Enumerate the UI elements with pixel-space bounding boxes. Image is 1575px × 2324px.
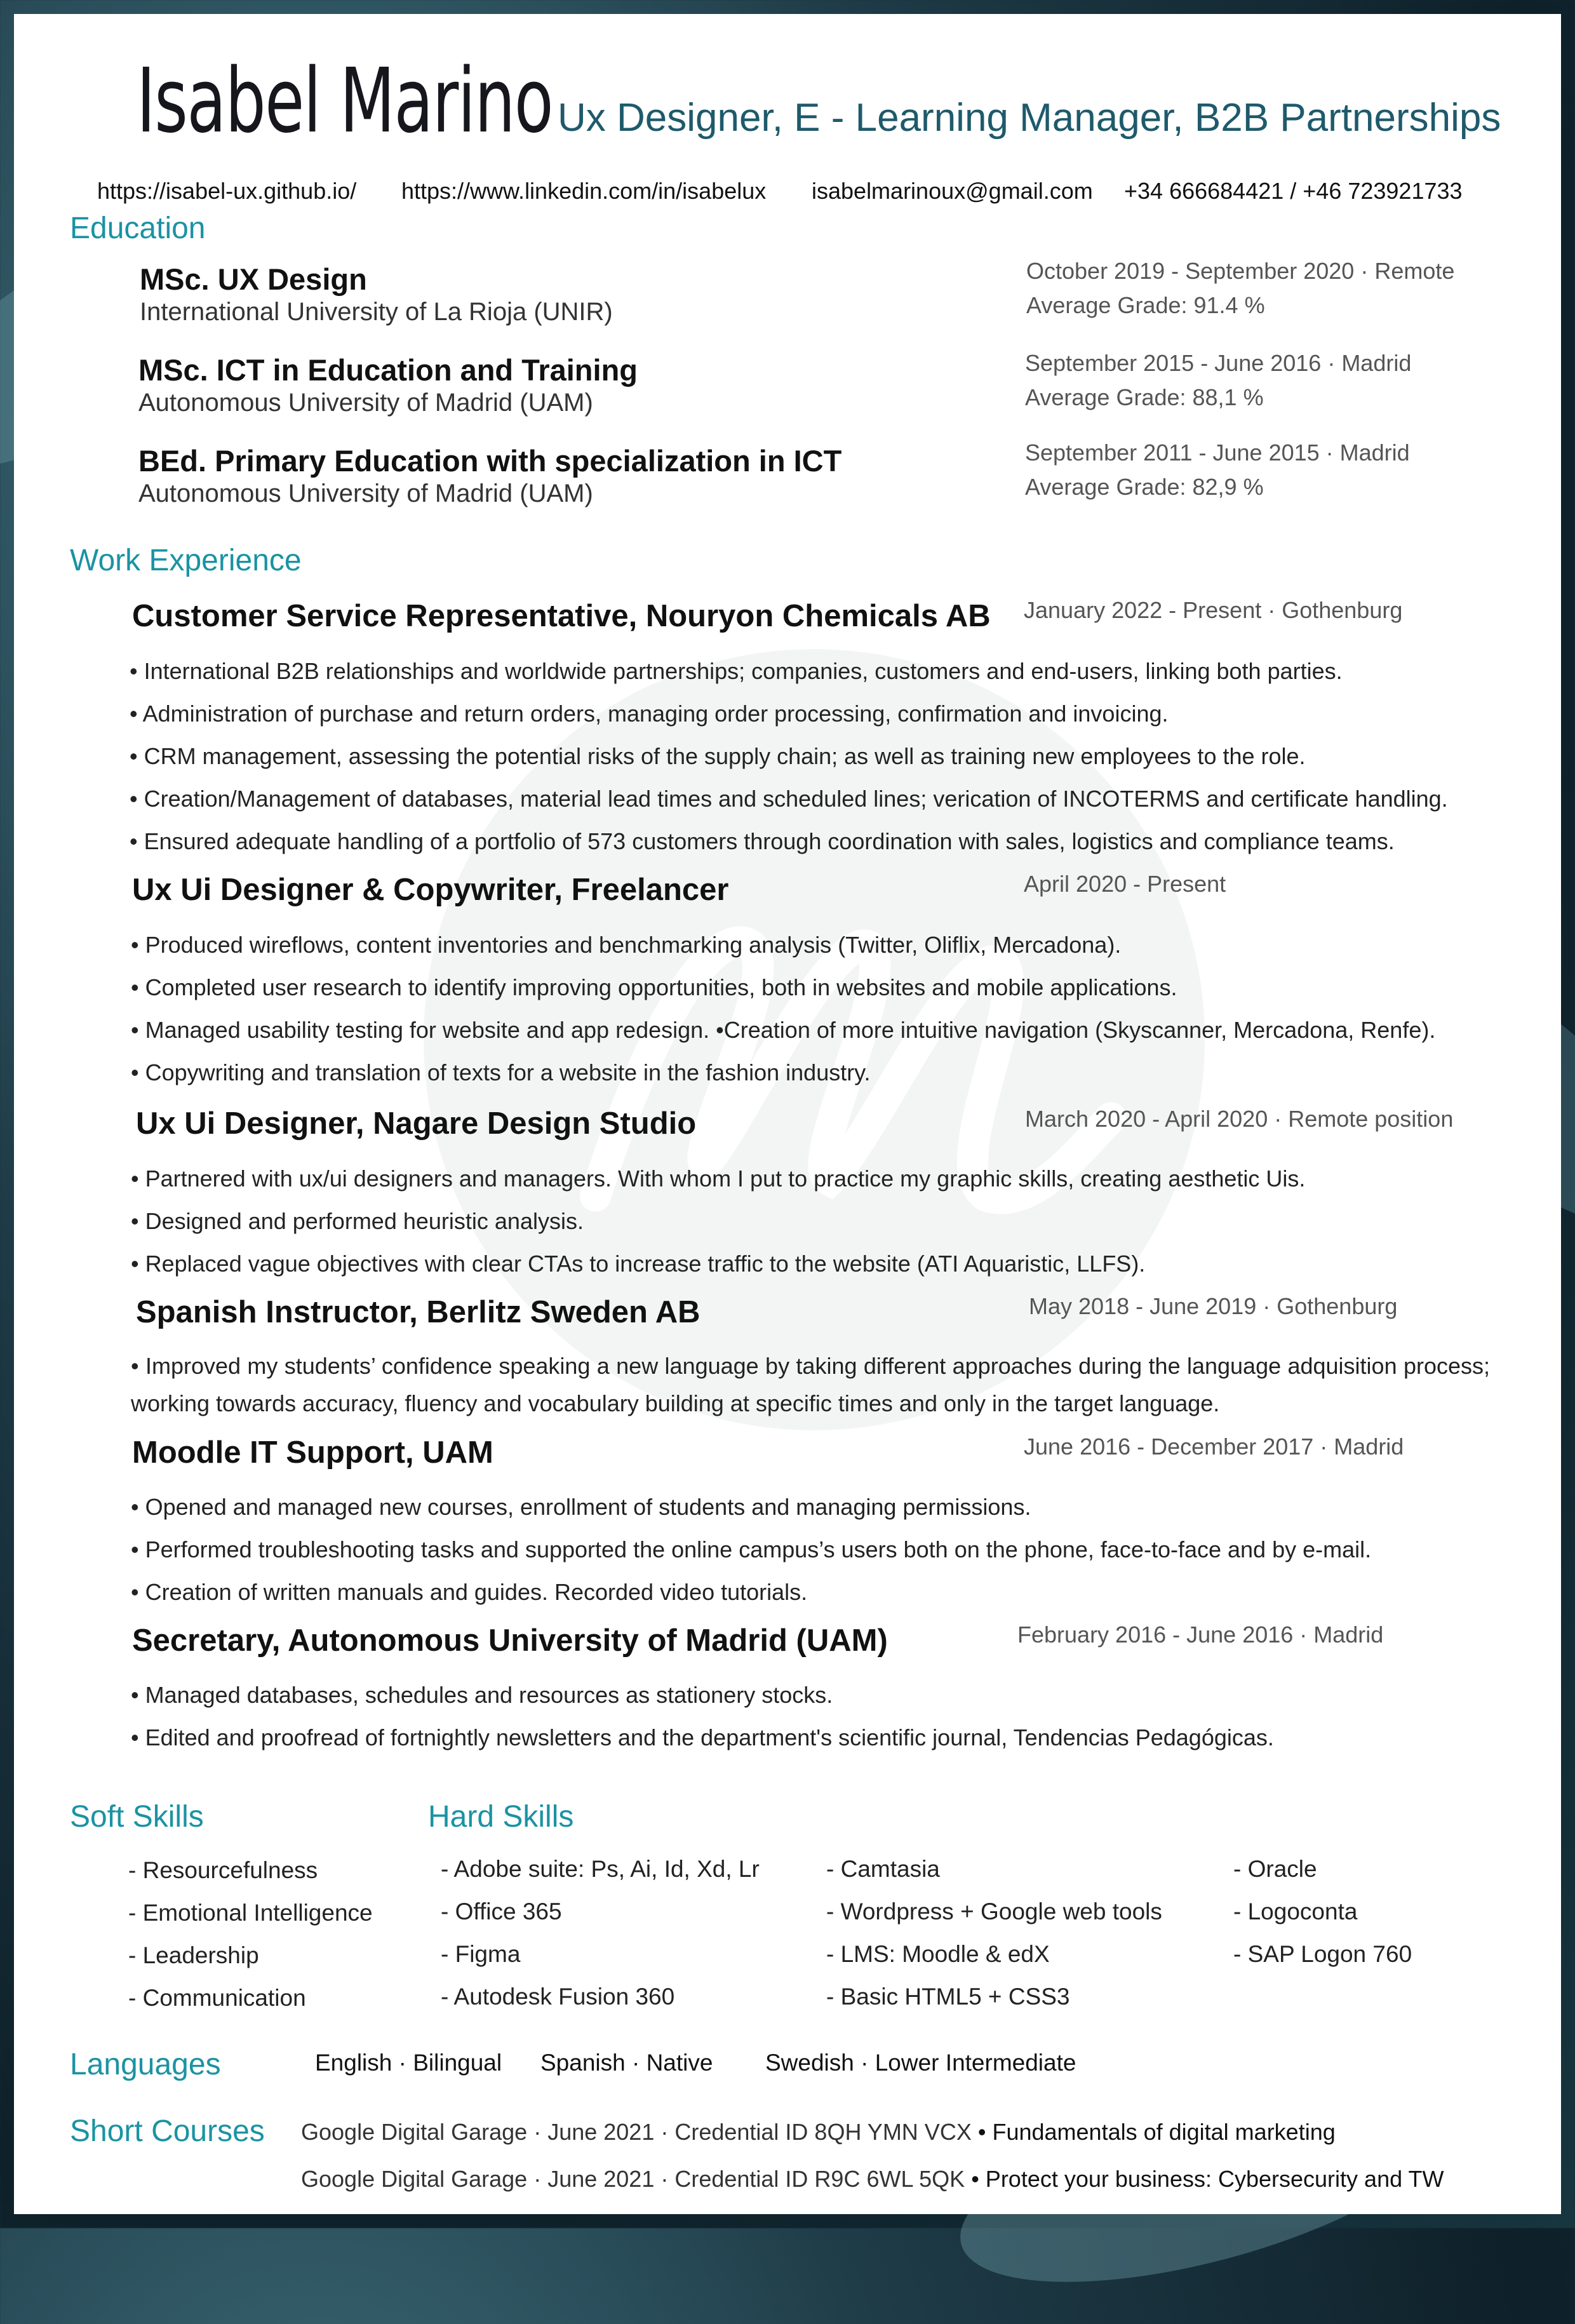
- job-bullet: • Creation/Management of databases, material lead times and scheduled lines; verication of INCOTERMS and certificate handling.: [130, 786, 1448, 812]
- job-title: Ux Ui Designer, Nagare Design Studio: [136, 1106, 697, 1141]
- job-dates: May 2018 - June 2019 · Gothenburg: [1029, 1293, 1398, 1319]
- hard-skill: - Logoconta: [1233, 1898, 1358, 1924]
- hard-skill: - Figma: [441, 1941, 521, 1967]
- job-bullet: • Edited and proofread of fortnightly newsletters and the department's scientific journal, Tendencias Pedagógicas.: [131, 1724, 1274, 1750]
- language-item: Swedish · Lower Intermediate: [765, 2050, 1076, 2076]
- degree-school: Autonomous University of Madrid (UAM): [138, 480, 593, 507]
- degree-dates: October 2019 - September 2020 · Remote: [1026, 258, 1455, 284]
- work-heading: Work Experience: [70, 544, 302, 577]
- job-bullet: • Managed databases, schedules and resources as stationery stocks.: [131, 1682, 833, 1708]
- job-bullet: • Performed troubleshooting tasks and supported the online campus’s users both on the phone, face-to-face and by e-mail.: [131, 1536, 1372, 1562]
- job-dates: April 2020 - Present: [1024, 871, 1226, 897]
- degree-title: BEd. Primary Education with specialization in ICT: [138, 444, 842, 478]
- email-link[interactable]: isabelmarinoux@gmail.com: [812, 178, 1093, 204]
- hard-skill: - Basic HTML5 + CSS3: [826, 1984, 1070, 2010]
- hard-skill: - Camtasia: [826, 1856, 940, 1882]
- job-title: Moodle IT Support, UAM: [132, 1435, 493, 1470]
- hard-skill: - SAP Logon 760: [1233, 1941, 1412, 1967]
- portfolio-link[interactable]: https://isabel-ux.github.io/: [97, 178, 357, 204]
- education-heading: Education: [70, 212, 206, 245]
- job-dates: March 2020 - April 2020 · Remote position: [1025, 1106, 1454, 1132]
- course-title: • Fundamentals of digital marketing: [977, 2119, 1336, 2145]
- job-dates: January 2022 - Present · Gothenburg: [1024, 597, 1403, 623]
- degree-school: International University of La Rioja (UNIR): [140, 298, 613, 326]
- hard-skill: - LMS: Moodle & edX: [826, 1941, 1050, 1967]
- soft-skill: - Communication: [128, 1985, 306, 2011]
- degree-grade: Average Grade: 88,1 %: [1025, 384, 1264, 410]
- job-bullet: • Designed and performed heuristic analysis.: [131, 1208, 584, 1234]
- hard-skill: - Office 365: [441, 1898, 562, 1924]
- job-bullet: • CRM management, assessing the potential risks of the supply chain; as well as training new employees to the role.: [130, 743, 1306, 769]
- degree-grade: Average Grade: 91.4 %: [1026, 292, 1265, 318]
- candidate-name: Isabel Marino: [137, 50, 553, 153]
- hard-skill: - Wordpress + Google web tools: [826, 1898, 1162, 1924]
- language-item: Spanish · Native: [540, 2050, 713, 2076]
- job-bullet: • International B2B relationships and worldwide partnerships; companies, customers and end-users, linking both parties.: [130, 658, 1343, 684]
- job-bullet: • Partnered with ux/ui designers and managers. With whom I put to practice my graphic skills, creating aesthetic Uis.: [131, 1165, 1306, 1192]
- job-dates: February 2016 - June 2016 · Madrid: [1017, 1622, 1384, 1648]
- job-bullet: • Managed usability testing for website and app redesign. •Creation of more intuitive navigation (Skyscanner, Mercadona, Renfe).: [131, 1017, 1436, 1043]
- job-bullet: • Copywriting and translation of texts for a website in the fashion industry.: [131, 1059, 871, 1085]
- degree-title: MSc. UX Design: [140, 262, 367, 296]
- degree-dates: September 2011 - June 2015 · Madrid: [1025, 440, 1410, 466]
- degree-school: Autonomous University of Madrid (UAM): [138, 389, 593, 417]
- linkedin-link[interactable]: https://www.linkedin.com/in/isabelux: [401, 178, 767, 204]
- job-bullet: • Completed user research to identify improving opportunities, both in websites and mobile applications.: [131, 974, 1177, 1000]
- languages-heading: Languages: [70, 2048, 221, 2081]
- resume-page: [14, 14, 1561, 2214]
- soft-skill: - Resourcefulness: [128, 1857, 318, 1883]
- job-bullet: • Improved my students’ confidence speaking a new language by taking different approaches during the language adquisition process; working towards accuracy, fluency and vocabulary building at specific times and only in the target language.: [131, 1353, 1490, 1416]
- job-bullet: • Ensured adequate handling of a portfolio of 573 customers through coordination with sales, logistics and compliance teams.: [130, 828, 1395, 854]
- hard-skills-heading: Hard Skills: [428, 1800, 574, 1834]
- course-meta: Google Digital Garage · June 2021 · Credential ID R9C 6WL 5QK: [301, 2166, 965, 2192]
- job-bullet: • Administration of purchase and return orders, managing order processing, confirmation and invoicing.: [130, 701, 1169, 727]
- hard-skill: - Oracle: [1233, 1856, 1317, 1882]
- soft-skill: - Leadership: [128, 1942, 259, 1968]
- job-title: Customer Service Representative, Nouryon Chemicals AB: [132, 599, 991, 633]
- degree-dates: September 2015 - June 2016 · Madrid: [1025, 350, 1412, 376]
- candidate-role: Ux Designer, E - Learning Manager, B2B Partnerships: [558, 96, 1501, 140]
- hard-skill: - Autodesk Fusion 360: [441, 1984, 675, 2010]
- phone-numbers: +34 666684421 / +46 723921733: [1124, 178, 1463, 204]
- courses-heading: Short Courses: [70, 2114, 265, 2148]
- job-bullet: • Opened and managed new courses, enrollment of students and managing permissions.: [131, 1494, 1031, 1520]
- job-bullet: • Produced wireflows, content inventories and benchmarking analysis (Twitter, Oliflix, Mercadona).: [131, 932, 1122, 958]
- course-title: • Protect your business: Cybersecurity and TW: [971, 2166, 1444, 2192]
- job-title: Secretary, Autonomous University of Madrid (UAM): [132, 1623, 888, 1658]
- degree-title: MSc. ICT in Education and Training: [138, 353, 638, 387]
- job-title: Ux Ui Designer & Copywriter, Freelancer: [132, 873, 729, 907]
- job-bullet: • Replaced vague objectives with clear CTAs to increase traffic to the website (ATI Aquaristic, LLFS).: [131, 1251, 1146, 1277]
- degree-grade: Average Grade: 82,9 %: [1025, 474, 1264, 500]
- soft-skills-heading: Soft Skills: [70, 1800, 204, 1834]
- hard-skill: - Adobe suite: Ps, Ai, Id, Xd, Lr: [441, 1856, 760, 1882]
- job-bullet: • Creation of written manuals and guides. Recorded video tutorials.: [131, 1579, 808, 1605]
- course-item: [301, 2166, 1444, 2193]
- language-item: English · Bilingual: [315, 2050, 502, 2076]
- course-meta: Google Digital Garage · June 2021 · Credential ID 8QH YMN VCX: [301, 2119, 972, 2145]
- job-title: Spanish Instructor, Berlitz Sweden AB: [136, 1295, 700, 1329]
- soft-skill: - Emotional Intelligence: [128, 1900, 373, 1926]
- course-item: [301, 2119, 1336, 2146]
- job-dates: June 2016 - December 2017 · Madrid: [1024, 1434, 1404, 1460]
